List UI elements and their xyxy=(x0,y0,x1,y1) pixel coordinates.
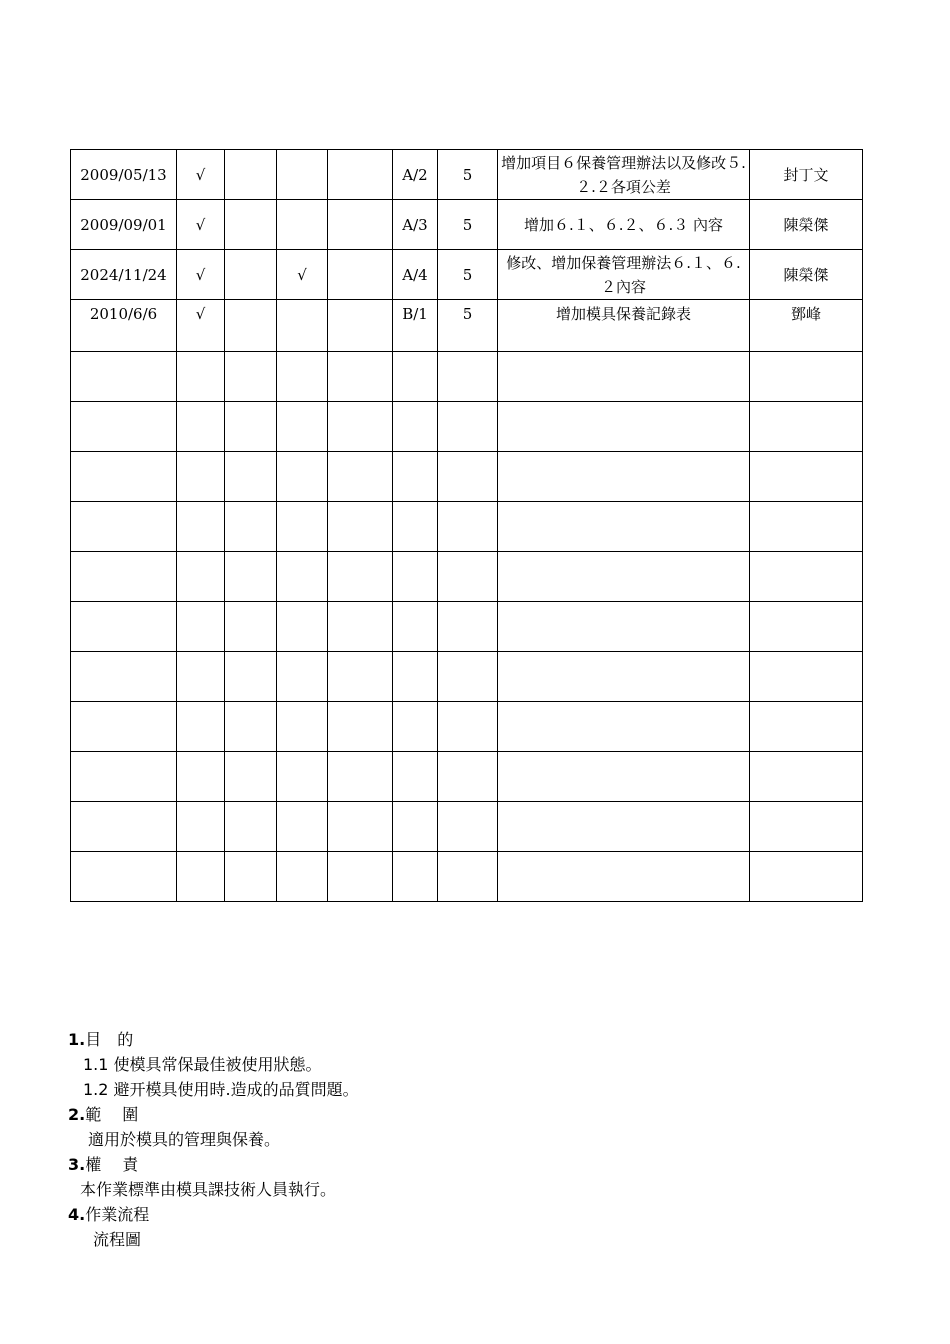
empty-cell xyxy=(393,852,438,902)
check-cell xyxy=(225,300,277,352)
empty-cell xyxy=(438,702,498,752)
person-cell: 陳榮傑 xyxy=(750,250,863,300)
page-cell: 5 xyxy=(438,250,498,300)
empty-cell xyxy=(438,502,498,552)
empty-cell xyxy=(328,852,393,902)
section-title: 範 圍 xyxy=(85,1105,139,1124)
page-cell: 5 xyxy=(438,150,498,200)
empty-cell xyxy=(498,402,750,452)
page-cell: 5 xyxy=(438,300,498,352)
empty-table-row xyxy=(71,702,863,752)
empty-cell xyxy=(438,652,498,702)
empty-cell xyxy=(225,802,277,852)
empty-cell xyxy=(328,452,393,502)
content-cell: 增加模具保養記錄表 xyxy=(498,300,750,352)
empty-cell xyxy=(328,402,393,452)
section-2-text: 適用於模具的管理與保養。 xyxy=(88,1130,281,1149)
empty-cell xyxy=(177,802,225,852)
empty-cell xyxy=(277,552,328,602)
date-cell: 2024/11/24 xyxy=(71,250,177,300)
empty-cell xyxy=(225,852,277,902)
section-number: 2. xyxy=(68,1105,86,1124)
empty-cell xyxy=(71,402,177,452)
empty-cell xyxy=(498,652,750,702)
content-cell: 修改、增加保養管理辦法６.１、６.２內容 xyxy=(498,250,750,300)
check-cell xyxy=(225,250,277,300)
check-cell xyxy=(328,300,393,352)
revision-table-body xyxy=(71,150,863,902)
empty-cell xyxy=(277,702,328,752)
empty-cell xyxy=(750,752,863,802)
empty-cell xyxy=(277,602,328,652)
empty-cell xyxy=(177,552,225,602)
empty-cell xyxy=(71,802,177,852)
empty-cell xyxy=(71,702,177,752)
empty-cell xyxy=(498,802,750,852)
empty-cell xyxy=(498,602,750,652)
empty-cell xyxy=(328,602,393,652)
section-3-text: 本作業標準由模具課技術人員執行。 xyxy=(80,1180,337,1199)
empty-cell xyxy=(177,652,225,702)
empty-cell xyxy=(750,852,863,902)
empty-cell xyxy=(277,752,328,802)
document-body xyxy=(68,1027,359,1252)
empty-table-row xyxy=(71,452,863,502)
check-cell: √ xyxy=(177,150,225,200)
section-3-heading xyxy=(68,1152,359,1177)
section-number: 4. xyxy=(68,1205,86,1224)
empty-cell xyxy=(277,352,328,402)
empty-cell xyxy=(393,402,438,452)
revision-history-table xyxy=(70,149,863,902)
check-cell: √ xyxy=(277,250,328,300)
check-cell xyxy=(225,200,277,250)
empty-cell xyxy=(277,502,328,552)
empty-cell xyxy=(177,402,225,452)
empty-cell xyxy=(71,502,177,552)
empty-cell xyxy=(438,452,498,502)
empty-cell xyxy=(277,652,328,702)
section-1-heading xyxy=(68,1027,359,1052)
empty-cell xyxy=(438,602,498,652)
empty-table-row xyxy=(71,852,863,902)
empty-cell xyxy=(71,652,177,702)
section-1-1-text: 1.1 使模具常保最佳被使用狀態。 xyxy=(83,1055,322,1074)
empty-cell xyxy=(225,452,277,502)
person-cell: 陳榮傑 xyxy=(750,200,863,250)
empty-cell xyxy=(438,352,498,402)
section-title: 作業流程 xyxy=(85,1205,150,1224)
empty-table-row xyxy=(71,352,863,402)
empty-cell xyxy=(177,702,225,752)
date-cell: 2010/6/6 xyxy=(71,300,177,352)
empty-cell xyxy=(225,602,277,652)
check-cell xyxy=(277,300,328,352)
empty-cell xyxy=(328,502,393,552)
version-cell: A/3 xyxy=(393,200,438,250)
date-cell: 2009/05/13 xyxy=(71,150,177,200)
empty-cell xyxy=(498,852,750,902)
empty-cell xyxy=(438,402,498,452)
empty-table-row xyxy=(71,402,863,452)
empty-cell xyxy=(498,702,750,752)
empty-cell xyxy=(225,502,277,552)
empty-cell xyxy=(750,552,863,602)
empty-cell xyxy=(393,752,438,802)
section-title: 權 責 xyxy=(85,1155,139,1174)
empty-table-row xyxy=(71,802,863,852)
empty-cell xyxy=(393,602,438,652)
empty-cell xyxy=(438,802,498,852)
empty-cell xyxy=(71,602,177,652)
section-number: 3. xyxy=(68,1155,86,1174)
table-row xyxy=(71,150,863,200)
version-cell: A/4 xyxy=(393,250,438,300)
person-cell: 封丁文 xyxy=(750,150,863,200)
empty-cell xyxy=(71,552,177,602)
version-cell: A/2 xyxy=(393,150,438,200)
empty-cell xyxy=(750,452,863,502)
empty-cell xyxy=(498,752,750,802)
empty-cell xyxy=(393,502,438,552)
table-row xyxy=(71,300,863,352)
date-cell: 2009/09/01 xyxy=(71,200,177,250)
empty-cell xyxy=(177,752,225,802)
empty-cell xyxy=(177,502,225,552)
empty-cell xyxy=(750,502,863,552)
empty-cell xyxy=(393,652,438,702)
empty-cell xyxy=(393,352,438,402)
empty-cell xyxy=(498,352,750,402)
empty-table-row xyxy=(71,652,863,702)
check-cell xyxy=(277,200,328,250)
section-4-text: 流程圖 xyxy=(93,1230,142,1249)
empty-cell xyxy=(328,702,393,752)
empty-cell xyxy=(750,702,863,752)
empty-cell xyxy=(177,602,225,652)
section-title: 目 的 xyxy=(85,1030,134,1049)
empty-cell xyxy=(277,802,328,852)
empty-cell xyxy=(328,802,393,852)
empty-cell xyxy=(328,752,393,802)
empty-cell xyxy=(277,852,328,902)
page-cell: 5 xyxy=(438,200,498,250)
empty-cell xyxy=(393,802,438,852)
empty-cell xyxy=(277,402,328,452)
person-cell: 鄧峰 xyxy=(750,300,863,352)
empty-cell xyxy=(750,652,863,702)
empty-cell xyxy=(750,602,863,652)
empty-cell xyxy=(498,452,750,502)
version-cell: B/1 xyxy=(393,300,438,352)
empty-table-row xyxy=(71,602,863,652)
empty-cell xyxy=(71,452,177,502)
check-cell xyxy=(225,150,277,200)
table-row xyxy=(71,250,863,300)
empty-table-row xyxy=(71,552,863,602)
check-cell: √ xyxy=(177,200,225,250)
empty-cell xyxy=(225,702,277,752)
empty-cell xyxy=(225,352,277,402)
check-cell: √ xyxy=(177,300,225,352)
empty-cell xyxy=(225,402,277,452)
check-cell xyxy=(328,250,393,300)
section-4-heading xyxy=(68,1202,359,1227)
check-cell xyxy=(328,150,393,200)
empty-table-row xyxy=(71,752,863,802)
section-2-heading xyxy=(68,1102,359,1127)
empty-cell xyxy=(277,452,328,502)
empty-cell xyxy=(71,752,177,802)
empty-cell xyxy=(177,852,225,902)
check-cell: √ xyxy=(177,250,225,300)
empty-cell xyxy=(750,802,863,852)
empty-cell xyxy=(393,552,438,602)
empty-cell xyxy=(328,552,393,602)
empty-cell xyxy=(750,402,863,452)
empty-cell xyxy=(498,552,750,602)
empty-cell xyxy=(393,452,438,502)
empty-cell xyxy=(498,502,750,552)
empty-cell xyxy=(438,552,498,602)
empty-cell xyxy=(438,752,498,802)
section-number: 1. xyxy=(68,1030,86,1049)
check-cell xyxy=(328,200,393,250)
empty-cell xyxy=(71,852,177,902)
empty-cell xyxy=(225,752,277,802)
content-cell: 增加６.１、６.２、６.３ 內容 xyxy=(498,200,750,250)
empty-cell xyxy=(393,702,438,752)
check-cell xyxy=(277,150,328,200)
empty-cell xyxy=(71,352,177,402)
section-1-2-text: 1.2 避开模具使用時.造成的品質問題。 xyxy=(83,1080,359,1099)
empty-cell xyxy=(750,352,863,402)
empty-cell xyxy=(438,852,498,902)
empty-cell xyxy=(328,652,393,702)
content-cell: 增加項目６保養管理辦法以及修改５.２.２各項公差 xyxy=(498,150,750,200)
empty-cell xyxy=(177,452,225,502)
table-row xyxy=(71,200,863,250)
empty-cell xyxy=(328,352,393,402)
empty-cell xyxy=(177,352,225,402)
empty-cell xyxy=(225,652,277,702)
empty-table-row xyxy=(71,502,863,552)
empty-cell xyxy=(225,552,277,602)
